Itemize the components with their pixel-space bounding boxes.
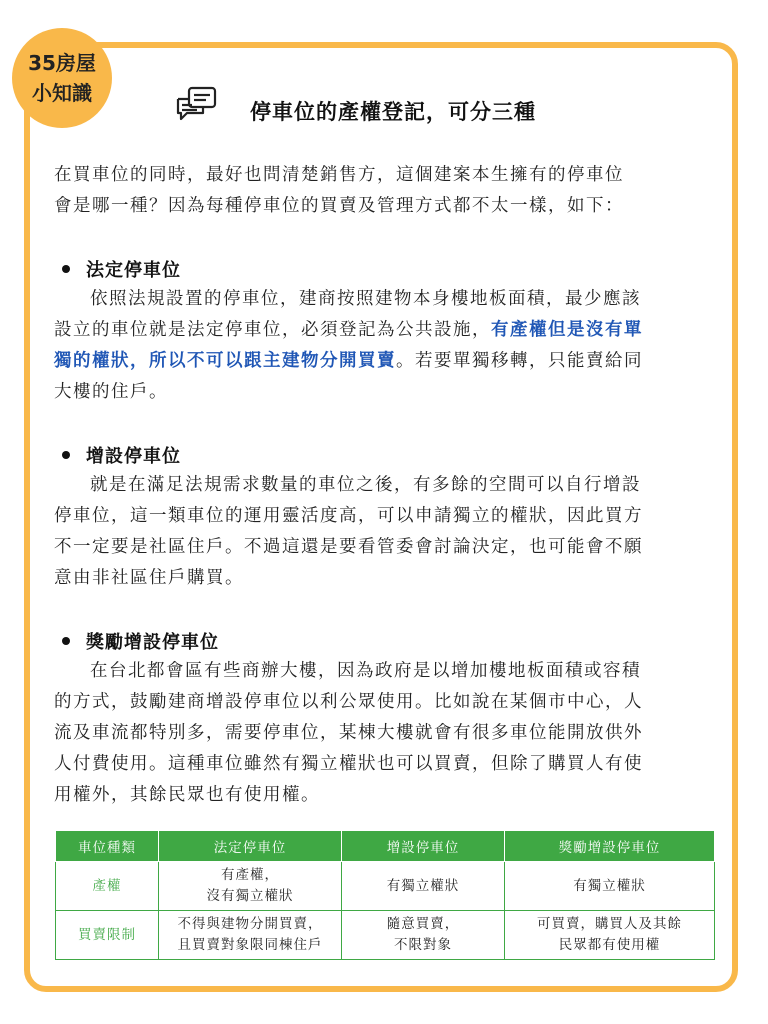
table-header-row — [56, 831, 715, 862]
body-line: 用權外，其餘民眾也有使用權。 — [54, 785, 320, 805]
table-header-cell: 增設停車位 — [342, 831, 505, 862]
section-heading-statutory — [62, 256, 181, 282]
body-line: 依照法規設置的停車位，建商按照建物本身樓地板面積，最少應該 — [90, 289, 641, 309]
cell-line: 且買賣對象限同棟住戶 — [177, 937, 323, 953]
body-line: 意由非社區住戶購買。 — [54, 568, 244, 588]
table-row — [56, 862, 715, 911]
table-cell — [342, 862, 505, 911]
body-line — [54, 315, 719, 346]
bullet-icon — [62, 451, 70, 459]
table-header-cell: 法定停車位 — [159, 831, 342, 862]
body-line: 的方式，鼓勵建商增設停車位以利公眾使用。比如說在某個市中心，人 — [54, 692, 643, 712]
cell-line: 有產權， — [221, 867, 279, 883]
tips-badge — [12, 28, 112, 128]
badge-line-2: 小知識 — [32, 81, 92, 105]
body-line: 大樓的住戶。 — [54, 382, 168, 402]
section-heading-label: 增設停車位 — [86, 446, 181, 467]
cell-line: 隨意買賣， — [386, 916, 460, 932]
section-heading-added — [62, 442, 181, 468]
body-text: 。若要單獨移轉，只能賣給同 — [396, 351, 643, 371]
table-row — [56, 911, 715, 960]
section-body-statutory — [54, 284, 719, 408]
table-row-label: 買賣限制 — [56, 911, 159, 960]
body-line: 在台北都會區有些商辦大樓，因為政府是以增加樓地板面積或容積 — [90, 661, 641, 681]
cell-line: 民眾都有使用權 — [558, 937, 661, 953]
cell-line: 不得與建物分開買賣， — [177, 916, 323, 932]
page-title: 停車位的產權登記，可分三種 — [250, 100, 536, 124]
table-row-label: 產權 — [56, 862, 159, 911]
section-body-added — [54, 470, 719, 594]
table-cell — [159, 862, 342, 911]
section-body-incentive — [54, 656, 719, 811]
body-line: 就是在滿足法規需求數量的車位之後，有多餘的空間可以自行增設 — [90, 475, 641, 495]
body-line: 人付費使用。這種車位雖然有獨立權狀也可以買賣，但除了購買人有使 — [54, 754, 643, 774]
body-text: 設立的車位就是法定停車位，必須登記為公共設施， — [54, 320, 491, 340]
body-line — [54, 346, 719, 377]
table-cell — [505, 911, 715, 960]
body-line: 不一定要是社區住戶。不過這還是要看管委會討論決定，也可能會不願 — [54, 537, 643, 557]
section-heading-incentive — [62, 628, 219, 654]
cell-line: 有獨立權狀 — [386, 877, 460, 894]
table-cell — [159, 911, 342, 960]
table-cell — [505, 862, 715, 911]
table-header-cell: 車位種類 — [56, 831, 159, 862]
cell-line: 沒有獨立權狀 — [206, 888, 294, 904]
table-cell — [342, 911, 505, 960]
badge-line-1: 35房屋 — [28, 51, 96, 75]
table-header-cell: 獎勵增設停車位 — [505, 831, 715, 862]
highlight-text: 有產權但是沒有單 — [491, 320, 643, 340]
bullet-icon — [62, 265, 70, 273]
chat-bubbles-icon — [175, 86, 217, 124]
cell-line: 有獨立權狀 — [573, 877, 646, 894]
bullet-icon — [62, 637, 70, 645]
section-heading-label: 法定停車位 — [86, 260, 181, 281]
intro-line: 會是哪一種？因為每種停車位的買賣及管理方式都不太一樣，如下： — [54, 196, 624, 216]
body-line: 流及車流都特別多，需要停車位，某棟大樓就會有很多車位能開放供外 — [54, 723, 643, 743]
body-line: 停車位，這一類車位的運用靈活度高，可以申請獨立的權狀，因此買方 — [54, 506, 643, 526]
cell-line: 可買賣，購買人及其餘 — [537, 916, 682, 932]
intro-paragraph — [54, 160, 719, 222]
highlight-text: 獨的權狀，所以不可以跟主建物分開買賣 — [54, 351, 396, 371]
section-heading-label: 獎勵增設停車位 — [86, 632, 219, 653]
intro-line: 在買車位的同時，最好也問清楚銷售方，這個建案本生擁有的停車位 — [54, 165, 624, 185]
cell-line: 不限對象 — [394, 937, 452, 953]
comparison-table — [55, 830, 715, 960]
